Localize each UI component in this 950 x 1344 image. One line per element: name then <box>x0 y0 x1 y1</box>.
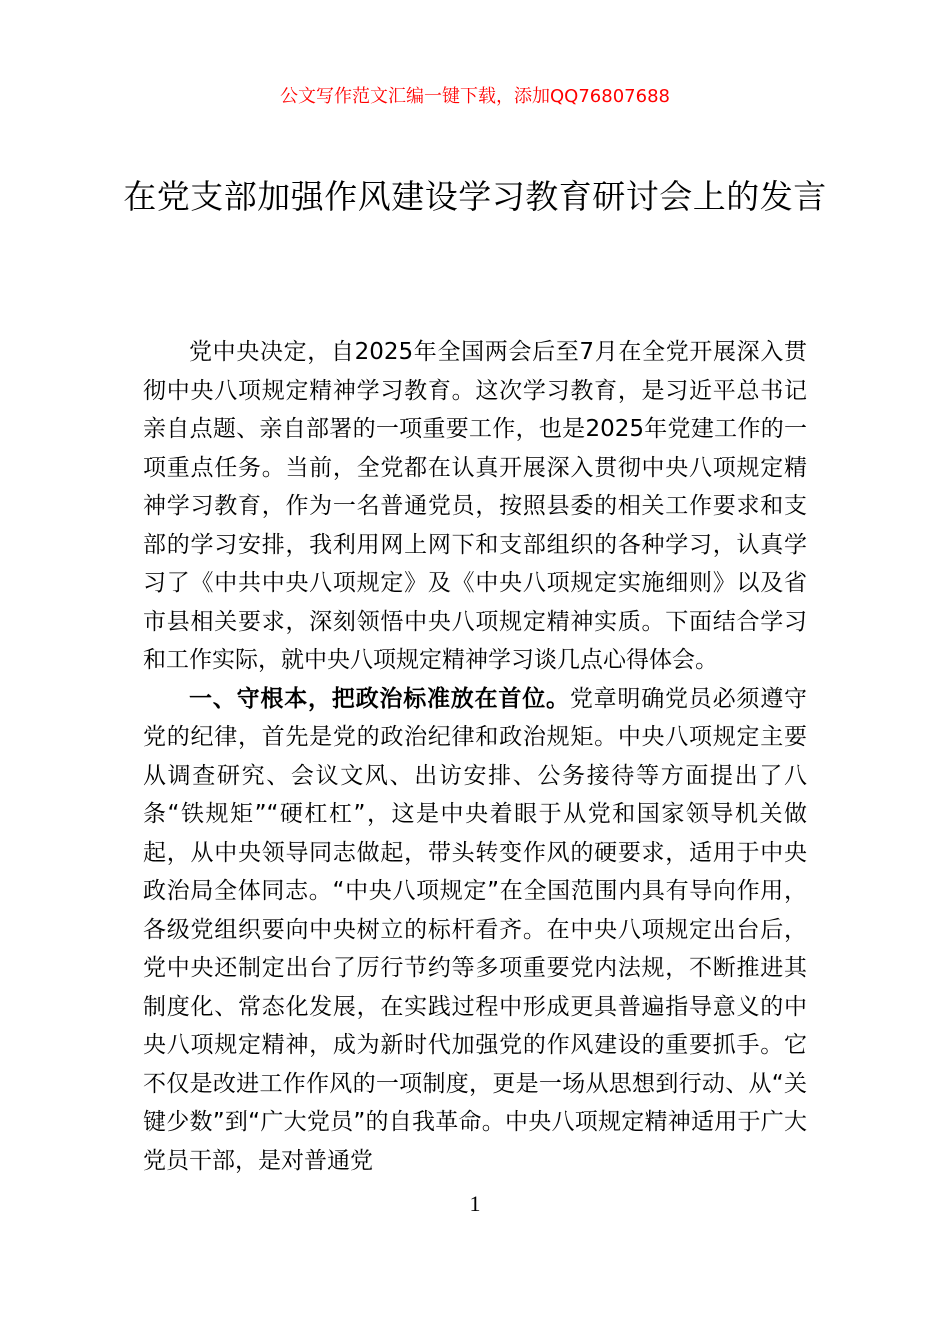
document-title: 在党支部加强作风建设学习教育研讨会上的发言 <box>123 177 827 216</box>
section-text: 党章明确党员必须遵守党的纪律，首先是党的政治纪律和政治规矩。中央八项规定主要从调查研究、会议文风、出访安排、公务接待等方面提出了八条“铁规矩”“硬杠杠”，这是中央着眼于从党和国家领导机关做起，从中央领导同志做起，带头转变作风的硬要求，适用于中央政治局全体同志。“中央八项规定”在全国范围内具有导向作用，各级党组织要向中央树立的标杆看齐。在中央八项规定出台后，党中央还制定出台了厉行节约等多项重要党内法规，不断推进其制度化、常态化发展，在实践过程中形成更具普遍指导意义的中央八项规定精神，成为新时代加强党的作风建设的重要抓手。它不仅是改进工作作风的一项制度，更是一场从思想到行动、从“关键少数”到“广大党员”的自我革命。中央八项规定精神适用于广大党员干部，是对普通党 <box>143 685 808 1174</box>
paragraph-intro: 党中央决定，自2025年全国两会后至7月在全党开展深入贯彻中央八项规定精神学习教育。这次学习教育，是习近平总书记亲自点题、亲自部署的一项重要工作，也是2025年党建工作的一项重点任务。当前，全党都在认真开展深入贯彻中央八项规定精神学习教育，作为一名普通党员，按照县委的相关工作要求和支部的学习安排，我利用网上网下和支部组织的各种学习，认真学习了《中共中央八项规定》及《中央八项规定实施细则》以及省市县相关要求，深刻领悟中央八项规定精神实质。下面结合学习和工作实际，就中央八项规定精神学习谈几点心得体会。 <box>143 339 807 673</box>
document-body <box>143 333 807 1180</box>
download-banner: 公文写作范文汇编一键下载，添加QQ76807688 <box>280 86 670 107</box>
paragraph-section-one <box>143 680 807 1181</box>
page-number: 1 <box>469 1191 481 1216</box>
section-heading: 一、守根本，把政治标准放在首位。 <box>189 685 570 712</box>
